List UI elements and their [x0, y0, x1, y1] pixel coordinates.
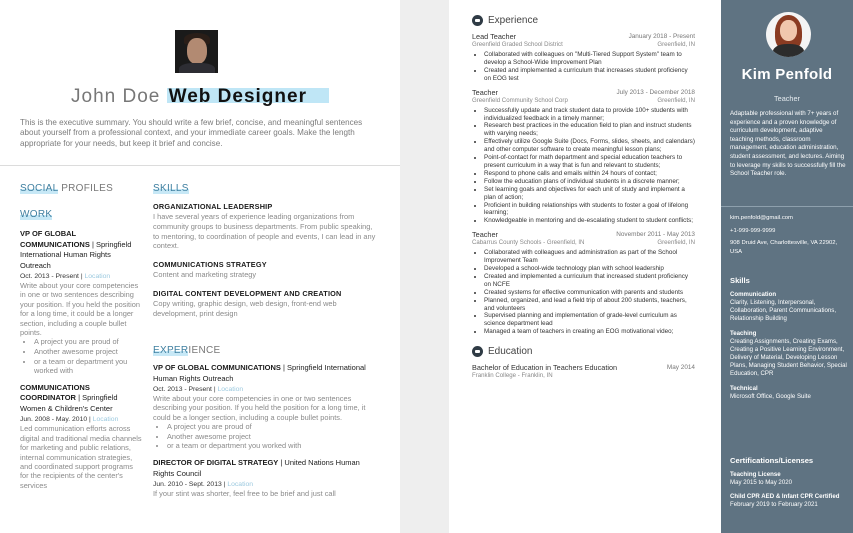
profile-avatar	[766, 12, 811, 57]
education-section-heading: Education	[472, 346, 695, 357]
list-item: • Created and implemented a curriculum that increased student proficiency on NCFE	[484, 273, 695, 289]
sidebar-name: Kim Penfold	[741, 66, 833, 83]
experience-section-heading: Experience	[472, 15, 695, 26]
contact-info	[730, 214, 848, 260]
profile-photo	[175, 30, 218, 73]
email-text: kim.penfold@gmail.com	[730, 215, 793, 221]
list-item: • Created and implemented a curriculum that increases student proficiency on EOG test	[484, 67, 695, 83]
list-item: • Another awesome project	[167, 432, 378, 442]
education-school: Franklin College - Franklin, IN	[472, 372, 553, 380]
work-entry: COMMUNICATIONS COORDINATOR | Springfield Women & Children's Center Jun. 2008 - May. 2010 | Location Led communication efforts across digital and traditional media channels for marketing and public relations, internal communication strategies, and coordinated support programs for the recipients of the center's services	[20, 382, 142, 490]
job-entry: Teacher July 2013 - December 2018 Greenfield Community School Corp Greenfield, IN • Successfully update and track student data to provide 100+ students with individualized feedback in a timely manner; • Research best practices in the education field to plan and instruct students with varying needs; • Effectively utilize Google Suite (Docs, Forms, slides, sheets, and calendars) and other computer software to create meaningful lesson plans; • Point-of-contact for math department and special education teachers to present curriculum in a way that is fun and relevant to students; • Respond to phone calls and emails within 24 hours of contact; • Follow the education plans of individual students in a discrete manner; • Set learning goals and objectives for each unit of study and implement a plan of action; • Proficient in building relationships with students to foster a goal of lifelong learning; • Knowledgeable in mentoring and de-escalating student to student conflicts;	[472, 88, 695, 226]
list-item: • Respond to phone calls and emails within 24 hours of contact;	[484, 170, 695, 178]
list-item: • Another awesome project	[34, 347, 142, 357]
experience-heading: EXPERIENCE	[153, 345, 221, 356]
list-item: • Follow the education plans of individual students in a discrete manner;	[484, 178, 695, 186]
list-item: • Managed a team of teachers in creating an EOG motivational video;	[484, 328, 695, 336]
list-item: • Supervised planning and implementation of grade-level curriculum as science department lead	[484, 312, 695, 328]
work-heading: WORK	[20, 209, 53, 220]
job-title: Web Designer	[167, 86, 329, 107]
executive-summary: This is the executive summary. You should write a few brief, concise, and meaningful sentences about yourself from a professional context, and your immediate career goals. Make the length appropriate for your needs, but keep it brief and concise.	[20, 118, 363, 148]
list-item: • Collaborated with colleagues and administration as part of the School Improvement Team	[484, 249, 695, 265]
resume-kim-penfold	[449, 0, 853, 533]
skills-heading: SKILLS	[153, 183, 189, 194]
list-item: • Set learning goals and objectives for each unit of study and implement a plan of action;	[484, 186, 695, 202]
list-item: • Effectively utilize Google Suite (Docs, Forms, slides, sheets, and calendars) and other computer software to create meaningful lesson plans;	[484, 138, 695, 154]
graduation-cap-icon	[472, 346, 483, 357]
sidebar-skills: Skills Communication Clarity, Listening, Interpersonal, Collaboration, Parent Communications, Relationship Building Teaching Creating Assignments, Creating Exams, Creating a Positive Learning Environment, Delivery of Material, Developing Lesson Plans, Managing Student Behavior, Special Education, CPR Technical Microsoft Office, Google Suite	[730, 276, 847, 400]
briefcase-icon	[472, 15, 483, 26]
social-profiles-heading: SOCIAL PROFILES	[20, 183, 114, 194]
list-item: • or a team or department you worked with	[167, 441, 378, 451]
header-divider	[0, 165, 400, 166]
sidebar-certifications: Certifications/Licenses Teaching License May 2015 to May 2020 Child CPR AED & Infant CPR Certified February 2019 to February 2021	[730, 456, 840, 509]
resume-sidebar	[721, 0, 853, 533]
list-item: • Knowledgeable in mentoring and de-escalating student to student conflicts;	[484, 217, 695, 225]
sidebar-role: Teacher	[774, 94, 800, 103]
list-item: • A project you are proud of	[167, 422, 378, 432]
experience-column	[153, 363, 378, 505]
list-item: • Created systems for effective communication with parents and students	[484, 289, 695, 297]
resume-main-column	[449, 0, 721, 533]
sidebar-summary: Adaptable professional with 7+ years of experience and a proven knowledge of curriculum development, adaptive teaching methods, classroom management, education administration, student assessment, and lectures. Aiming to leverage my skills to successfully fill the School Teacher role.	[730, 110, 846, 178]
job-entry: Lead Teacher January 2018 - Present Greenfield Graded School District Greenfield, IN • Collaborated with colleagues on "Multi-Tiered Support System" team to develop a School-Wide Improvement Plan • Created and implemented a curriculum that increases student proficiency on EOG test	[472, 32, 695, 83]
list-item: • Proficient in building relationships with students to foster a goal of lifelong learning;	[484, 202, 695, 218]
work-entry: VP OF GLOBAL COMMUNICATIONS | Springfield International Human Rights Outreach Oct. 2013 - Present | Location Write about your core competencies in one or two sentences describing your position. If you held the position for a long time, it could be a longer section, including a couple bullet points. • A project you are proud of • Another awesome project • or a team or department you worked with	[20, 229, 142, 376]
education-entry: Bachelor of Education in Teachers Education May 2014	[472, 363, 695, 373]
list-item: • Planned, organized, and lead a field trip of about 200 students, teachers, and volunteers	[484, 297, 695, 313]
experience-entry: VP OF GLOBAL COMMUNICATIONS | Springfield International Human Rights Outreach Oct. 2013 - Present | Location Write about your core competencies in one or two sentences describing your position. If you held the position for a long time, it could be a longer section, including a couple bullet points. • A project you are proud of • Another awesome project • or a team or department you worked with	[153, 363, 378, 451]
list-item: • Point-of-contact for math department and special education teachers to present curriculum in a way that is fun and relevant to students;	[484, 154, 695, 170]
work-column	[20, 229, 142, 497]
sidebar-divider	[721, 206, 853, 207]
phone-text: +1-999-999-9999	[730, 227, 776, 234]
resume-john-doe	[0, 0, 400, 533]
list-item: • Collaborated with colleagues on "Multi-Tiered Support System" team to develop a School-Wide Improvement Plan	[484, 51, 695, 67]
person-name: John Doe	[71, 86, 161, 107]
experience-entry: DIRECTOR OF DIGITAL STRATEGY | United Nations Human Rights Council Jun. 2010 - Sept. 2013 | Location If your stint was shorter, feel free to be brief and just call	[153, 458, 360, 498]
list-item: • A project you are proud of	[34, 337, 142, 347]
address-text: 908 Druid Ave, Charlottesville, VA 22902, USA	[730, 240, 838, 255]
resume-header-name	[0, 86, 400, 108]
list-item: • Successfully update and track student data to provide 100+ students with individualized feedback in a timely manner;	[484, 107, 695, 123]
list-item: • Research best practices in the education field to plan and instruct students with varying needs;	[484, 122, 695, 138]
list-item: • Developed a school-wide technology plan with school leadership	[484, 265, 695, 273]
job-entry: Teacher November 2011 - May 2013 Cabarrus County Schools - Greenfield, IN Greenfield, IN • Collaborated with colleagues and administration as part of the School Improvement Team • Developed a school-wide technology plan with school leadership • Created and implemented a curriculum that increased student proficiency on NCFE • Created systems for effective communication with parents and students • Planned, organized, and lead a field trip of about 200 students, teachers, and volunteers • Supervised planning and implementation of grade-level curriculum as science department lead • Managed a team of teachers in creating an EOG motivational video;	[472, 230, 695, 336]
list-item: • or a team or department you worked with	[34, 357, 142, 376]
skills-column: ORGANIZATIONAL LEADERSHIP I have several years of experience leading organizations from community groups to business departments. From public speaking, to mentoring, to coordination of people and events, I can lead in any context. COMMUNICATIONS STRATEGY Content and marketing strategy DIGITAL CONTENT DEVELOPMENT AND CREATION Copy writing, graphic design, web design, front-end web development, print design	[153, 202, 376, 318]
